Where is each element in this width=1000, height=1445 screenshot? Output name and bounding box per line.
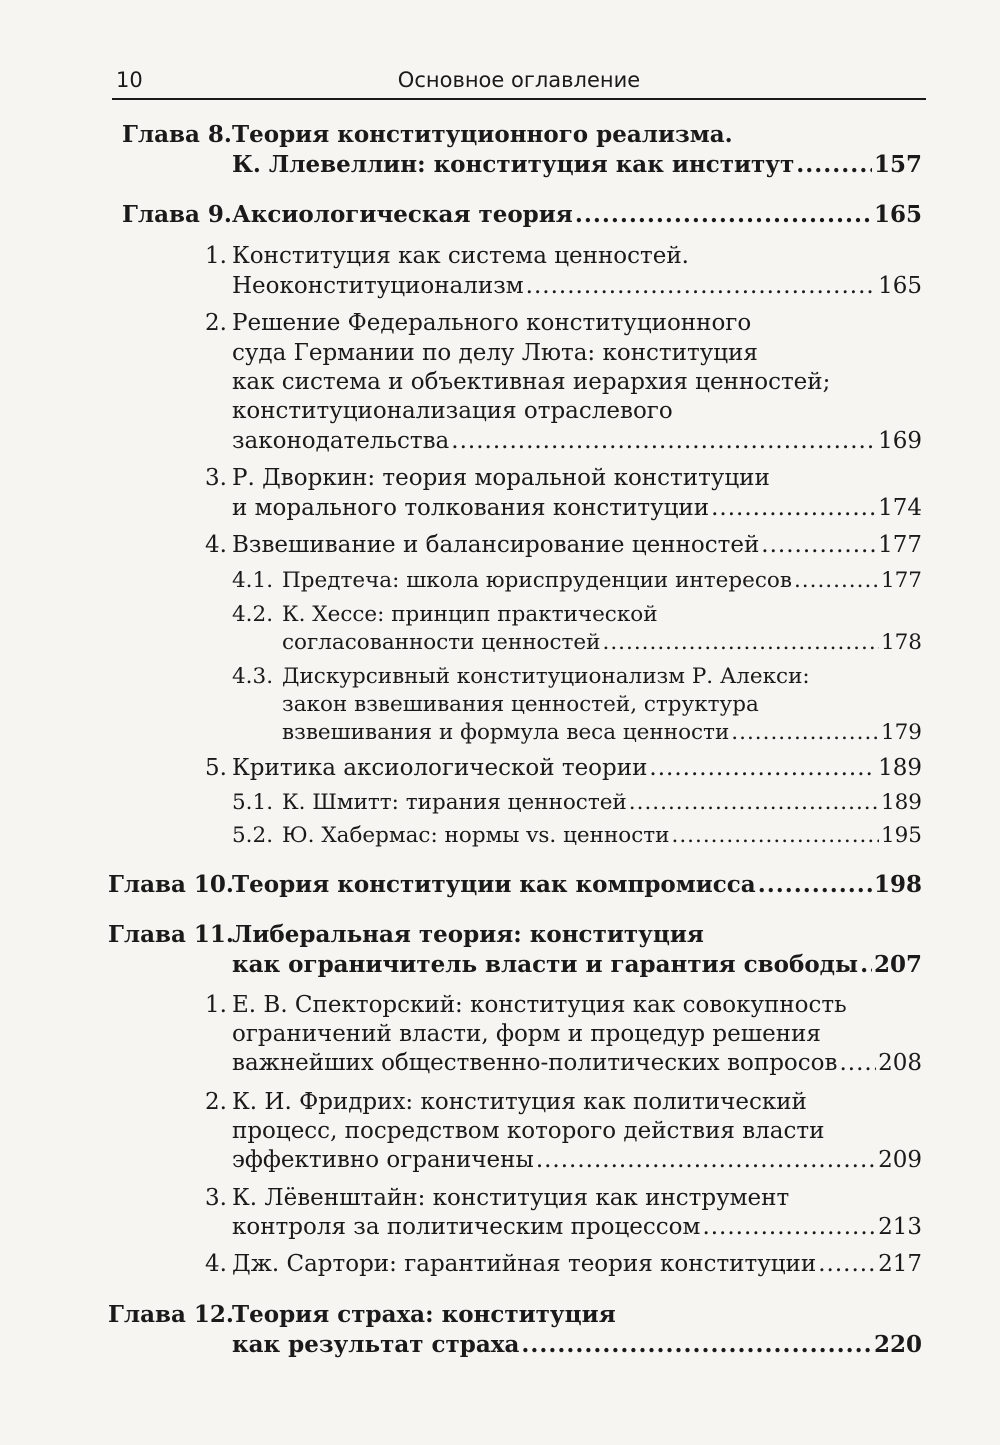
toc-entry-9-4-3: взвешивания и формула веса ценности ..... 179 [282, 718, 922, 748]
chapter-11-title-line1: Либеральная теория: конституция [232, 921, 704, 948]
dot-leader [758, 870, 872, 900]
dot-leader [731, 718, 879, 748]
toc-entry-11-3: контроля за политическим процессом ..... 213 [232, 1212, 922, 1242]
section-number: 4.3. [232, 664, 274, 689]
toc-entry-9-4: Взвешивание и балансирование ценностей ..... 177 [232, 530, 922, 560]
dot-leader [794, 566, 879, 596]
page-ref: 177 [878, 532, 922, 558]
dot-leader [818, 1249, 876, 1279]
page-ref: 157 [873, 151, 922, 178]
dot-leader [711, 493, 876, 523]
chapter-11-label: Глава 11. [108, 921, 234, 948]
page-ref: 198 [873, 871, 922, 898]
toc-entry-line: Е. В. Спекторский: конституция как совокупность [232, 992, 847, 1018]
dot-leader [536, 1145, 876, 1175]
page-ref: 209 [878, 1147, 922, 1173]
dot-leader [521, 1330, 872, 1360]
dot-leader [796, 150, 872, 180]
page-ref: 169 [878, 428, 922, 454]
toc-entry-line: процесс, посредством которого действия власти [232, 1118, 825, 1144]
dot-leader [629, 788, 879, 818]
page-ref: 165 [878, 273, 922, 299]
page-ref: 177 [880, 568, 922, 593]
page-ref: 174 [878, 495, 922, 521]
toc-entry-line: суда Германии по делу Люта: конституция [232, 340, 758, 366]
toc-entry-9-1: Неоконституционализм ..... 165 [232, 271, 922, 301]
dot-leader [649, 753, 876, 783]
section-number: 4.2. [232, 602, 274, 627]
page-ref: 220 [873, 1331, 922, 1358]
page-ref: 207 [873, 951, 922, 978]
toc-entry-line: К. И. Фридрих: конституция как политический [232, 1089, 807, 1115]
section-number: 2. [205, 1089, 227, 1115]
page-number: 10 [116, 68, 143, 92]
toc-entry-9-4-1: Предтеча: школа юриспруденции интересов ..... 177 [282, 566, 922, 596]
section-number: 4. [205, 532, 227, 558]
toc-entry-line: конституционализация отраслевого [232, 398, 673, 424]
toc-entry-line: К. Хессе: принцип практической [282, 602, 658, 627]
toc-entry-9-5: Критика аксиологической теории ..... 189 [232, 753, 922, 783]
section-number: 4.1. [232, 568, 274, 593]
toc-entry-9-5-2: Ю. Хабермас: нормы vs. ценности ..... 195 [282, 821, 922, 851]
dot-leader [860, 950, 872, 980]
page-ref: 213 [878, 1214, 922, 1240]
toc-entry-line: как система и объективная иерархия ценностей; [232, 369, 831, 395]
section-number: 2. [205, 310, 227, 336]
dot-leader [451, 426, 876, 456]
dot-leader [602, 628, 878, 658]
toc-entry-line: Р. Дворкин: теория моральной конституции [232, 465, 770, 491]
toc-entry-9-4-2: согласованности ценностей ..... 178 [282, 628, 922, 658]
section-number: 3. [205, 1185, 227, 1211]
dot-leader [839, 1048, 876, 1078]
dot-leader [672, 821, 879, 851]
section-number: 5.2. [232, 823, 274, 848]
toc-entry-9-2: законодательства ..... 169 [232, 426, 922, 456]
toc-entry-chapter-8: К. Ллевеллин: конституция как институт ..... 157 [232, 150, 922, 180]
dot-leader [575, 200, 872, 230]
chapter-12-label: Глава 12. [108, 1301, 234, 1328]
page-ref: 189 [878, 755, 922, 781]
toc-entry-chapter-9: Аксиологическая теория ..... 165 [232, 200, 922, 230]
chapter-8-title-line1: Теория конституционного реализма. [232, 121, 733, 148]
section-number: 4. [205, 1251, 227, 1277]
toc-entry-line: ограничений власти, форм и процедур решения [232, 1021, 821, 1047]
toc-entry-9-5-1: К. Шмитт: тирания ценностей ..... 189 [282, 788, 922, 818]
toc-entry-chapter-11: как ограничитель власти и гарантия свободы ..... 207 [232, 950, 922, 980]
running-title: Основное оглавление [397, 68, 641, 92]
page-ref: 208 [878, 1050, 922, 1076]
dot-leader [526, 271, 876, 301]
page-header [112, 62, 926, 100]
section-number: 5.1. [232, 790, 274, 815]
section-number: 5. [205, 755, 227, 781]
dot-leader [702, 1212, 876, 1242]
chapter-8-label: Глава 8. [122, 121, 232, 148]
toc-entry-11-4: Дж. Сартори: гарантийная теория конституции ..... 217 [232, 1249, 922, 1279]
toc-entry-11-2: эффективно ограничены ..... 209 [232, 1145, 922, 1175]
toc-entry-line: Решение Федерального конституционного [232, 310, 752, 336]
section-number: 3. [205, 465, 227, 491]
page-ref: 178 [880, 630, 922, 655]
section-number: 1. [205, 243, 227, 269]
page-ref: 165 [873, 201, 922, 228]
toc-entry-line: К. Лёвенштайн: конституция как инструмент [232, 1185, 790, 1211]
toc-entry-line: закон взвешивания ценностей, структура [282, 692, 759, 717]
toc-entry-11-1: важнейших общественно-политических вопросов ..... 208 [232, 1048, 922, 1078]
page-ref: 189 [880, 790, 922, 815]
toc-entry-line: Дискурсивный конституционализм Р. Алекси: [282, 664, 810, 689]
section-number: 1. [205, 992, 227, 1018]
dot-leader [761, 530, 876, 560]
chapter-10-label: Глава 10. [108, 871, 234, 898]
page-ref: 179 [880, 720, 922, 745]
page-ref: 195 [880, 823, 922, 848]
chapter-12-title-line1: Теория страха: конституция [232, 1301, 616, 1328]
chapter-9-label: Глава 9. [122, 201, 232, 228]
toc-entry-chapter-12: как результат страха ..... 220 [232, 1330, 922, 1360]
toc-entry-line: Конституция как система ценностей. [232, 243, 689, 269]
page-ref: 217 [878, 1251, 922, 1277]
toc-entry-chapter-10: Теория конституции как компромисса ..... 198 [232, 870, 922, 900]
toc-entry-9-3: и морального толкования конституции ..... 174 [232, 493, 922, 523]
